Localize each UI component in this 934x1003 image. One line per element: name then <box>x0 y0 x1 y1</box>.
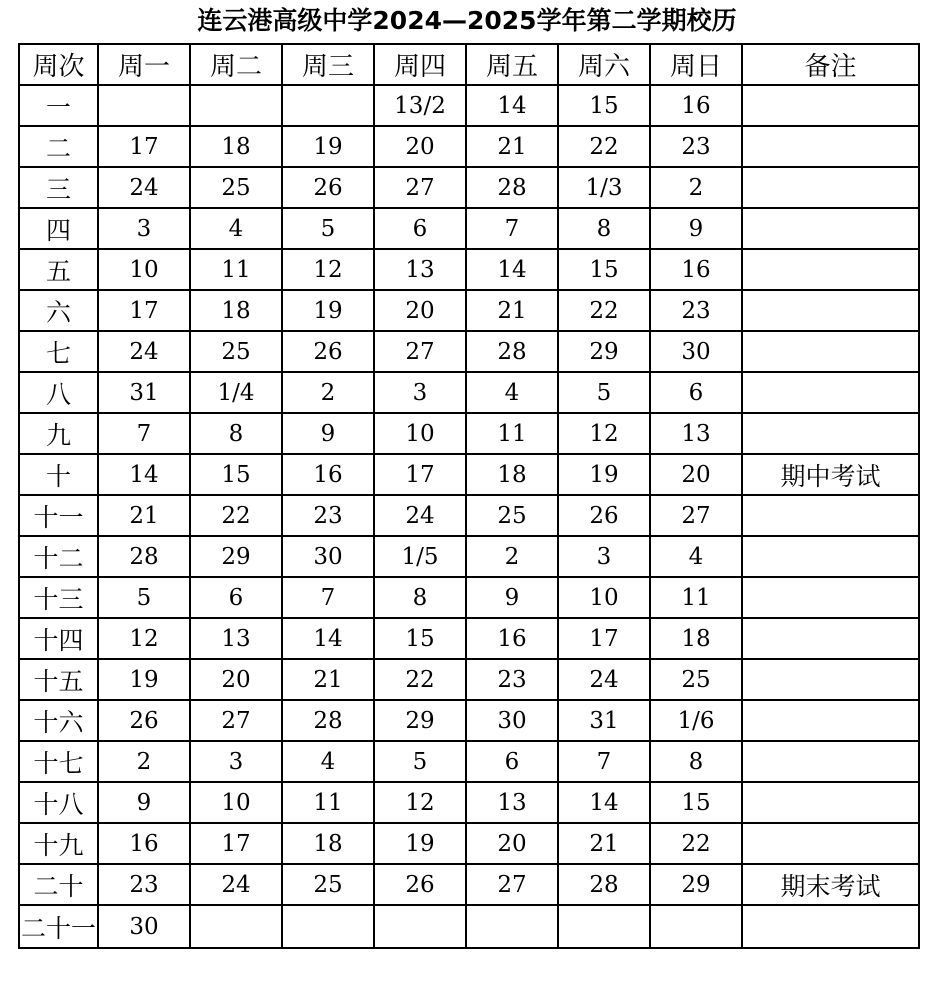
date-cell: 22 <box>558 290 650 331</box>
date-cell: 7 <box>558 741 650 782</box>
date-cell: 22 <box>190 495 282 536</box>
date-cell: 6 <box>650 372 742 413</box>
note-cell: 期末考试 <box>742 864 919 905</box>
date-cell: 1/5 <box>374 536 466 577</box>
date-cell: 22 <box>650 823 742 864</box>
date-cell: 13/2 <box>374 85 466 126</box>
week-number-cell: 十五 <box>19 659 98 700</box>
table-row <box>19 413 919 454</box>
date-cell: 4 <box>190 208 282 249</box>
date-cell: 5 <box>558 372 650 413</box>
week-number-cell: 十三 <box>19 577 98 618</box>
date-cell: 5 <box>98 577 190 618</box>
week-number-cell: 二十 <box>19 864 98 905</box>
week-number-cell: 十七 <box>19 741 98 782</box>
table-row <box>19 864 919 905</box>
note-cell <box>742 208 919 249</box>
week-number-cell: 十九 <box>19 823 98 864</box>
date-cell: 19 <box>558 454 650 495</box>
date-cell: 15 <box>374 618 466 659</box>
date-cell: 26 <box>282 331 374 372</box>
date-cell: 27 <box>190 700 282 741</box>
date-cell: 2 <box>650 167 742 208</box>
date-cell: 26 <box>374 864 466 905</box>
date-cell: 3 <box>98 208 190 249</box>
date-cell: 20 <box>190 659 282 700</box>
note-cell <box>742 659 919 700</box>
date-cell: 28 <box>466 167 558 208</box>
date-cell: 28 <box>558 864 650 905</box>
date-cell: 14 <box>466 249 558 290</box>
note-cell <box>742 290 919 331</box>
date-cell: 26 <box>558 495 650 536</box>
table-row <box>19 208 919 249</box>
date-cell: 14 <box>558 782 650 823</box>
date-cell <box>190 905 282 948</box>
table-row <box>19 659 919 700</box>
date-cell: 15 <box>650 782 742 823</box>
header-wed: 周三 <box>282 44 374 85</box>
date-cell: 2 <box>282 372 374 413</box>
date-cell: 15 <box>558 249 650 290</box>
note-cell <box>742 823 919 864</box>
date-cell: 20 <box>374 290 466 331</box>
date-cell: 25 <box>190 167 282 208</box>
date-cell: 3 <box>374 372 466 413</box>
date-cell: 24 <box>98 167 190 208</box>
date-cell: 12 <box>282 249 374 290</box>
date-cell: 19 <box>374 823 466 864</box>
table-row <box>19 782 919 823</box>
date-cell: 9 <box>282 413 374 454</box>
note-cell <box>742 577 919 618</box>
header-sun: 周日 <box>650 44 742 85</box>
table-row <box>19 126 919 167</box>
date-cell: 18 <box>466 454 558 495</box>
date-cell: 17 <box>374 454 466 495</box>
date-cell: 24 <box>98 331 190 372</box>
date-cell: 25 <box>282 864 374 905</box>
date-cell: 18 <box>650 618 742 659</box>
date-cell: 30 <box>98 905 190 948</box>
date-cell: 23 <box>650 126 742 167</box>
date-cell: 29 <box>650 864 742 905</box>
date-cell: 3 <box>190 741 282 782</box>
date-cell: 25 <box>466 495 558 536</box>
date-cell: 17 <box>98 290 190 331</box>
week-number-cell: 十一 <box>19 495 98 536</box>
week-number-cell: 三 <box>19 167 98 208</box>
table-row <box>19 905 919 948</box>
date-cell: 5 <box>282 208 374 249</box>
table-row <box>19 741 919 782</box>
date-cell: 29 <box>190 536 282 577</box>
date-cell <box>98 85 190 126</box>
date-cell: 21 <box>282 659 374 700</box>
date-cell: 8 <box>374 577 466 618</box>
note-cell <box>742 495 919 536</box>
date-cell: 3 <box>558 536 650 577</box>
date-cell: 4 <box>650 536 742 577</box>
date-cell <box>466 905 558 948</box>
week-number-cell: 二 <box>19 126 98 167</box>
date-cell: 14 <box>98 454 190 495</box>
date-cell: 1/3 <box>558 167 650 208</box>
date-cell: 16 <box>282 454 374 495</box>
date-cell: 4 <box>466 372 558 413</box>
date-cell <box>374 905 466 948</box>
note-cell <box>742 167 919 208</box>
note-cell <box>742 536 919 577</box>
date-cell: 23 <box>650 290 742 331</box>
date-cell: 2 <box>466 536 558 577</box>
table-row <box>19 372 919 413</box>
date-cell: 17 <box>98 126 190 167</box>
week-number-cell: 二十一 <box>19 905 98 948</box>
date-cell: 13 <box>374 249 466 290</box>
date-cell: 12 <box>558 413 650 454</box>
date-cell: 16 <box>650 249 742 290</box>
date-cell: 31 <box>98 372 190 413</box>
date-cell: 9 <box>98 782 190 823</box>
date-cell: 21 <box>98 495 190 536</box>
table-row <box>19 577 919 618</box>
date-cell: 28 <box>282 700 374 741</box>
date-cell: 15 <box>558 85 650 126</box>
table-row <box>19 536 919 577</box>
table-row <box>19 290 919 331</box>
header-notes: 备注 <box>742 44 919 85</box>
date-cell: 15 <box>190 454 282 495</box>
date-cell: 1/6 <box>650 700 742 741</box>
date-cell: 21 <box>466 290 558 331</box>
date-cell: 17 <box>558 618 650 659</box>
date-cell: 20 <box>466 823 558 864</box>
date-cell: 25 <box>190 331 282 372</box>
date-cell: 22 <box>374 659 466 700</box>
date-cell: 6 <box>374 208 466 249</box>
date-cell: 19 <box>282 126 374 167</box>
date-cell: 24 <box>558 659 650 700</box>
week-number-cell: 一 <box>19 85 98 126</box>
note-cell <box>742 413 919 454</box>
date-cell <box>282 905 374 948</box>
header-fri: 周五 <box>466 44 558 85</box>
date-cell: 18 <box>282 823 374 864</box>
date-cell: 26 <box>98 700 190 741</box>
week-number-cell: 九 <box>19 413 98 454</box>
table-row <box>19 167 919 208</box>
note-cell <box>742 618 919 659</box>
date-cell <box>282 85 374 126</box>
week-number-cell: 十六 <box>19 700 98 741</box>
date-cell: 27 <box>374 167 466 208</box>
date-cell: 21 <box>558 823 650 864</box>
date-cell: 29 <box>374 700 466 741</box>
date-cell: 11 <box>650 577 742 618</box>
date-cell: 30 <box>650 331 742 372</box>
week-number-cell: 十二 <box>19 536 98 577</box>
table-row <box>19 249 919 290</box>
date-cell: 31 <box>558 700 650 741</box>
date-cell: 28 <box>466 331 558 372</box>
date-cell: 4 <box>282 741 374 782</box>
week-number-cell: 七 <box>19 331 98 372</box>
date-cell: 18 <box>190 126 282 167</box>
date-cell: 11 <box>190 249 282 290</box>
date-cell: 30 <box>282 536 374 577</box>
table-row <box>19 823 919 864</box>
week-number-cell: 四 <box>19 208 98 249</box>
date-cell <box>190 85 282 126</box>
date-cell <box>558 905 650 948</box>
date-cell: 13 <box>466 782 558 823</box>
date-cell: 8 <box>190 413 282 454</box>
week-number-cell: 八 <box>19 372 98 413</box>
header-week: 周次 <box>19 44 98 85</box>
date-cell: 23 <box>98 864 190 905</box>
date-cell: 9 <box>650 208 742 249</box>
date-cell: 25 <box>650 659 742 700</box>
date-cell: 14 <box>466 85 558 126</box>
date-cell: 10 <box>374 413 466 454</box>
date-cell: 5 <box>374 741 466 782</box>
date-cell: 6 <box>190 577 282 618</box>
date-cell: 17 <box>190 823 282 864</box>
note-cell <box>742 85 919 126</box>
date-cell: 11 <box>466 413 558 454</box>
date-cell <box>650 905 742 948</box>
table-row <box>19 495 919 536</box>
table-row <box>19 618 919 659</box>
date-cell: 10 <box>98 249 190 290</box>
header-thu: 周四 <box>374 44 466 85</box>
header-tue: 周二 <box>190 44 282 85</box>
date-cell: 27 <box>374 331 466 372</box>
date-cell: 30 <box>466 700 558 741</box>
note-cell <box>742 372 919 413</box>
note-cell <box>742 249 919 290</box>
date-cell: 10 <box>190 782 282 823</box>
week-number-cell: 十八 <box>19 782 98 823</box>
date-cell: 24 <box>190 864 282 905</box>
date-cell: 10 <box>558 577 650 618</box>
school-calendar-table <box>18 43 920 949</box>
date-cell: 7 <box>466 208 558 249</box>
note-cell <box>742 782 919 823</box>
date-cell: 16 <box>466 618 558 659</box>
date-cell: 19 <box>282 290 374 331</box>
date-cell: 21 <box>466 126 558 167</box>
date-cell: 29 <box>558 331 650 372</box>
week-number-cell: 六 <box>19 290 98 331</box>
table-row <box>19 85 919 126</box>
date-cell: 24 <box>374 495 466 536</box>
date-cell: 14 <box>282 618 374 659</box>
date-cell: 19 <box>98 659 190 700</box>
header-row <box>19 44 919 85</box>
week-number-cell: 十 <box>19 454 98 495</box>
note-cell <box>742 126 919 167</box>
note-cell <box>742 700 919 741</box>
date-cell: 26 <box>282 167 374 208</box>
date-cell: 20 <box>374 126 466 167</box>
date-cell: 16 <box>98 823 190 864</box>
note-cell <box>742 741 919 782</box>
date-cell: 8 <box>558 208 650 249</box>
calendar-title: 连云港高级中学2024—2025学年第二学期校历 <box>197 6 737 35</box>
note-cell <box>742 905 919 948</box>
date-cell: 2 <box>98 741 190 782</box>
date-cell: 8 <box>650 741 742 782</box>
week-number-cell: 五 <box>19 249 98 290</box>
date-cell: 20 <box>650 454 742 495</box>
date-cell: 7 <box>282 577 374 618</box>
week-number-cell: 十四 <box>19 618 98 659</box>
date-cell: 28 <box>98 536 190 577</box>
date-cell: 27 <box>466 864 558 905</box>
date-cell: 7 <box>98 413 190 454</box>
date-cell: 12 <box>374 782 466 823</box>
date-cell: 16 <box>650 85 742 126</box>
date-cell: 23 <box>466 659 558 700</box>
date-cell: 6 <box>466 741 558 782</box>
table-row <box>19 331 919 372</box>
date-cell: 12 <box>98 618 190 659</box>
date-cell: 1/4 <box>190 372 282 413</box>
note-cell: 期中考试 <box>742 454 919 495</box>
table-row <box>19 454 919 495</box>
date-cell: 22 <box>558 126 650 167</box>
header-sat: 周六 <box>558 44 650 85</box>
note-cell <box>742 331 919 372</box>
date-cell: 23 <box>282 495 374 536</box>
date-cell: 11 <box>282 782 374 823</box>
date-cell: 27 <box>650 495 742 536</box>
date-cell: 18 <box>190 290 282 331</box>
header-mon: 周一 <box>98 44 190 85</box>
table-row <box>19 700 919 741</box>
date-cell: 13 <box>650 413 742 454</box>
date-cell: 9 <box>466 577 558 618</box>
date-cell: 13 <box>190 618 282 659</box>
